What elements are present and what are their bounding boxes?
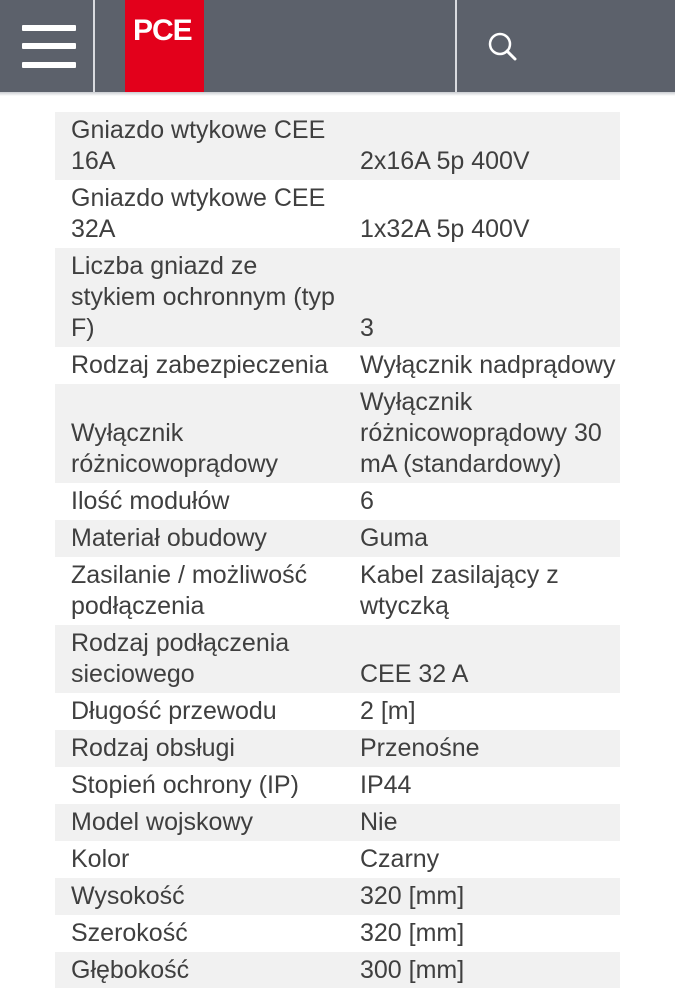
spec-value: Przenośne: [350, 730, 620, 767]
spec-row: [55, 520, 620, 557]
spec-label: Długość przewodu: [71, 697, 277, 725]
spec-label: Kolor: [71, 845, 130, 873]
spec-value: 1x32A 5p 400V: [360, 215, 530, 243]
spec-row: [55, 625, 620, 693]
spec-value: 300 [mm]: [350, 952, 620, 989]
spec-value: Wyłącznik różnicowoprądowy 30 mA (standardowy): [350, 384, 620, 483]
spec-value: Wyłącznik nadprądowy: [360, 351, 616, 379]
spec-label: Gniazdo wtykowe CEE 16A: [55, 112, 350, 180]
header-divider: [93, 0, 95, 92]
spec-label: Rodzaj obsługi: [55, 730, 350, 767]
spec-value: CEE 32 A: [350, 625, 620, 693]
spec-value: Kabel zasilający z wtyczką: [360, 561, 559, 620]
spec-label: Materiał obudowy: [55, 520, 350, 557]
spec-value: Czarny: [360, 845, 440, 873]
spec-value: 320 [mm]: [360, 919, 465, 947]
spec-value: Nie: [350, 804, 620, 841]
spec-value: IP44: [360, 771, 412, 799]
spec-value: 2x16A 5p 400V: [350, 112, 620, 180]
header-shadow: [0, 92, 675, 96]
spec-row: [55, 248, 620, 347]
spec-row: [55, 557, 620, 625]
spec-value: 3: [350, 248, 620, 347]
spec-row: [55, 730, 620, 767]
spec-label: Model wojskowy: [55, 804, 350, 841]
pce-logo[interactable]: [125, 0, 204, 92]
bottom-edge: [0, 988, 675, 1000]
logo-text: PCE: [133, 14, 192, 47]
spec-label: Rodzaj podłączenia sieciowego: [55, 625, 350, 693]
spec-row: [55, 180, 620, 248]
spec-value: 320 [mm]: [350, 878, 620, 915]
spec-row: [55, 952, 620, 989]
spec-row: [55, 878, 620, 915]
top-navigation-bar: [0, 0, 675, 92]
spec-row: [55, 915, 620, 952]
spec-row: [55, 483, 620, 520]
spec-label: Wyłącznik różnicowoprądowy: [55, 384, 350, 483]
hamburger-icon-bar: [22, 43, 76, 49]
hamburger-icon: [22, 25, 76, 31]
spec-label: Rodzaj zabezpieczenia: [71, 351, 329, 379]
spec-label: Szerokość: [71, 919, 188, 947]
spec-label: Wysokość: [55, 878, 350, 915]
menu-button[interactable]: [0, 0, 94, 92]
spec-row: [55, 112, 620, 180]
spec-value: 6: [360, 487, 374, 515]
spec-label: Ilość modułów: [71, 487, 230, 515]
spec-label: Stopień ochrony (IP): [71, 771, 299, 799]
search-button[interactable]: [457, 0, 552, 92]
search-icon: [457, 0, 552, 92]
spec-value: 2 [m]: [360, 697, 416, 725]
product-spec-table: [55, 112, 620, 989]
spec-label: Liczba gniazd ze stykiem ochronnym (typ F): [55, 248, 350, 347]
spec-label: Zasilanie / możliwość podłączenia: [71, 561, 308, 620]
spec-label: Gniazdo wtykowe CEE 32A: [71, 184, 326, 243]
spec-row: [55, 693, 620, 730]
spec-row: [55, 347, 620, 384]
spec-row: [55, 767, 620, 804]
spec-row: [55, 384, 620, 483]
spec-row: [55, 841, 620, 878]
spec-value: Guma: [350, 520, 620, 557]
spec-label: Głębokość: [55, 952, 350, 989]
spec-row: [55, 804, 620, 841]
hamburger-icon-bar: [22, 62, 76, 68]
